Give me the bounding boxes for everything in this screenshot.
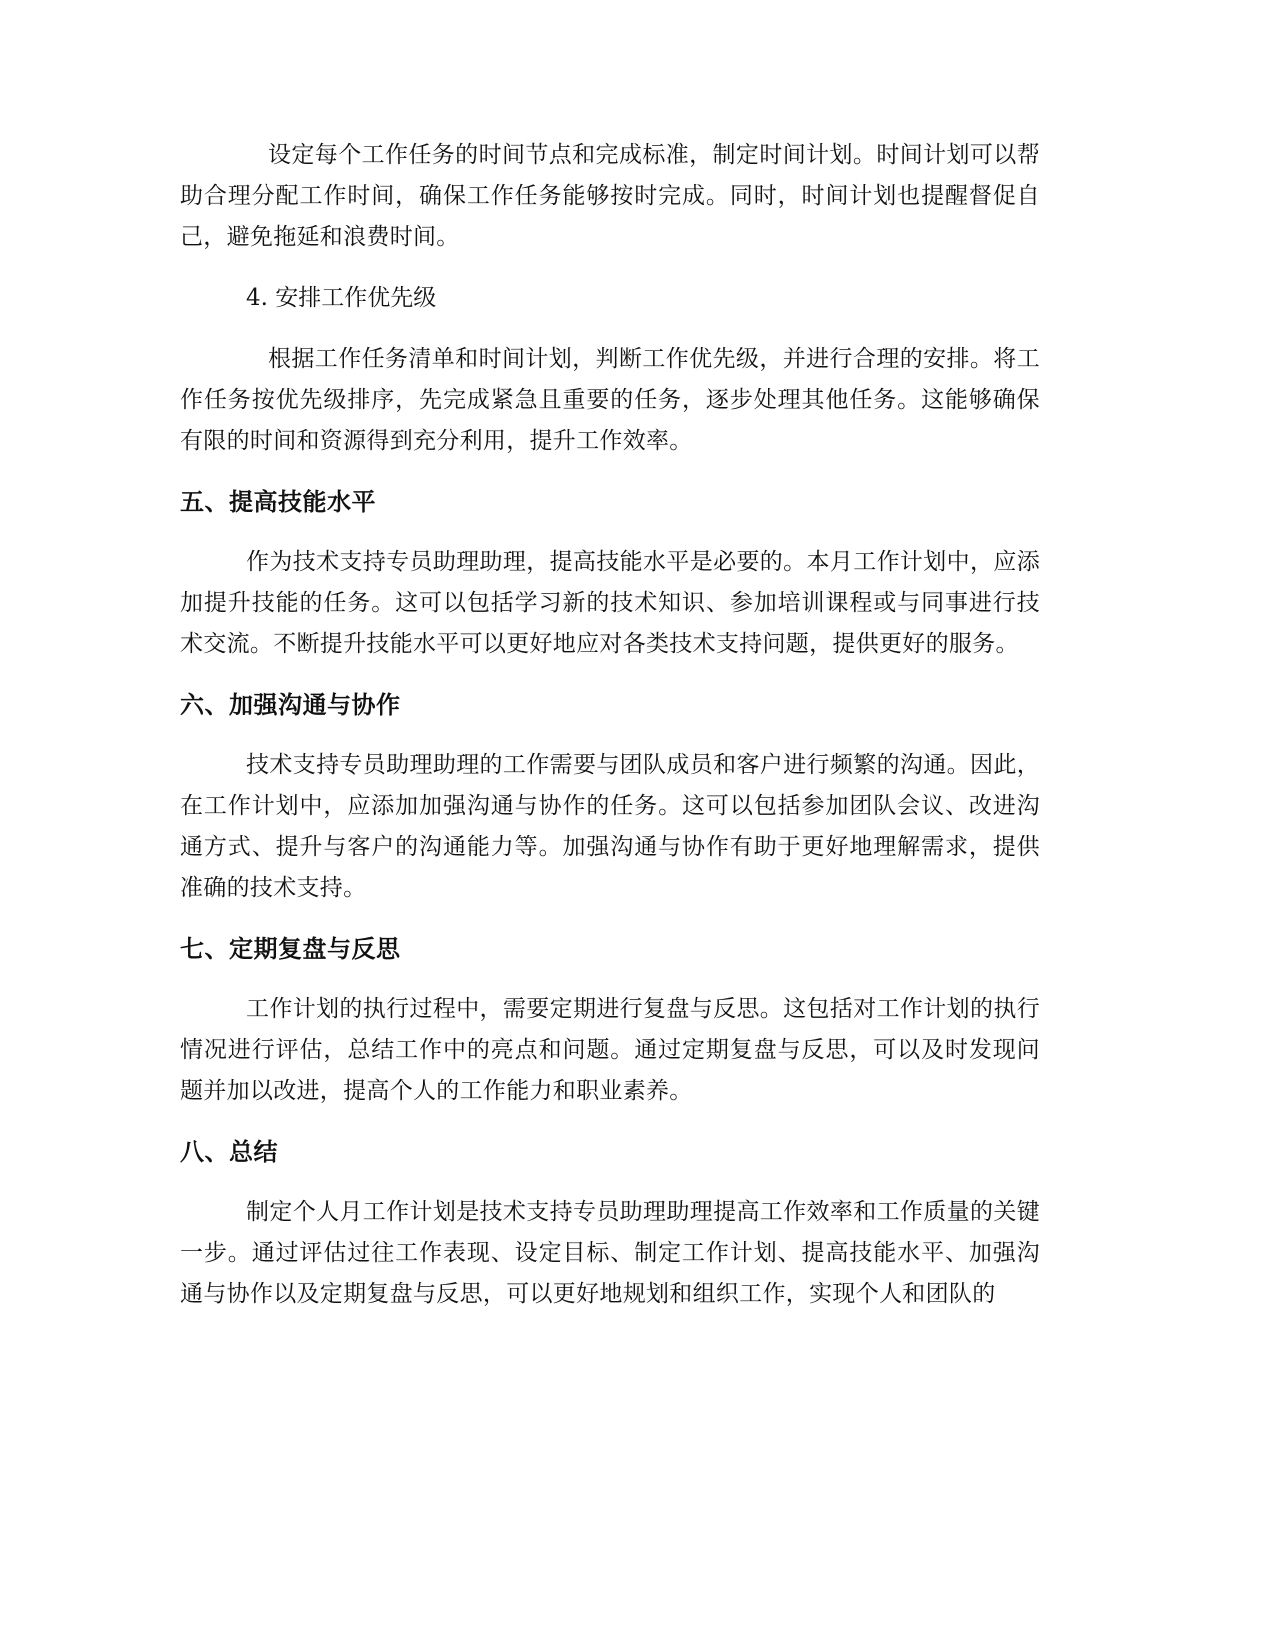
paragraph-time-plan: 设定每个工作任务的时间节点和完成标准，制定时间计划。时间计划可以帮助合理分配工作时间，确保工作任务能够按时完成。同时，时间计划也提醒督促自己，避免拖延和浪费时间。 (180, 142, 1040, 250)
paragraph-communication: 技术支持专员助理助理的工作需要与团队成员和客户进行频繁的沟通。因此，在工作计划中，应添加加强沟通与协作的任务。这可以包括参加团队会议、改进沟通方式、提升与客户的沟通能力等。加强沟通与协作有助于更好地理解需求，提供准确的技术支持。 (180, 752, 1040, 901)
paragraph-priority: 根据工作任务清单和时间计划，判断工作优先级，并进行合理的安排。将工作任务按优先级排序，先完成紧急且重要的任务，逐步处理其他任务。这能够确保有限的时间和资源得到充分利用，提升工作效率。 (180, 346, 1040, 454)
paragraph-review: 工作计划的执行过程中，需要定期进行复盘与反思。这包括对工作计划的执行情况进行评估，总结工作中的亮点和问题。通过定期复盘与反思，可以及时发现问题并加以改进，提高个人的工作能力和职业素养。 (180, 996, 1040, 1104)
paragraph-skills: 作为技术支持专员助理助理，提高技能水平是必要的。本月工作计划中，应添加提升技能的任务。这可以包括学习新的技术知识、参加培训课程或与同事进行技术交流。不断提升技能水平可以更好地应对各类技术支持问题，提供更好的服务。 (180, 549, 1040, 657)
section-heading-summary: 八、总结 (180, 1138, 278, 1166)
section-heading-skills: 五、提高技能水平 (180, 488, 376, 516)
section-heading-review: 七、定期复盘与反思 (180, 935, 401, 963)
document-page (180, 135, 1040, 1335)
section-heading-communication: 六、加强沟通与协作 (180, 691, 401, 719)
list-item-priority: 4. 安排工作优先级 (246, 285, 437, 311)
paragraph-summary: 制定个人月工作计划是技术支持专员助理助理提高工作效率和工作质量的关键一步。通过评估过往工作表现、设定目标、制定工作计划、提高技能水平、加强沟通与协作以及定期复盘与反思，可以更好地规划和组织工作，实现个人和团队的 (180, 1199, 1040, 1307)
